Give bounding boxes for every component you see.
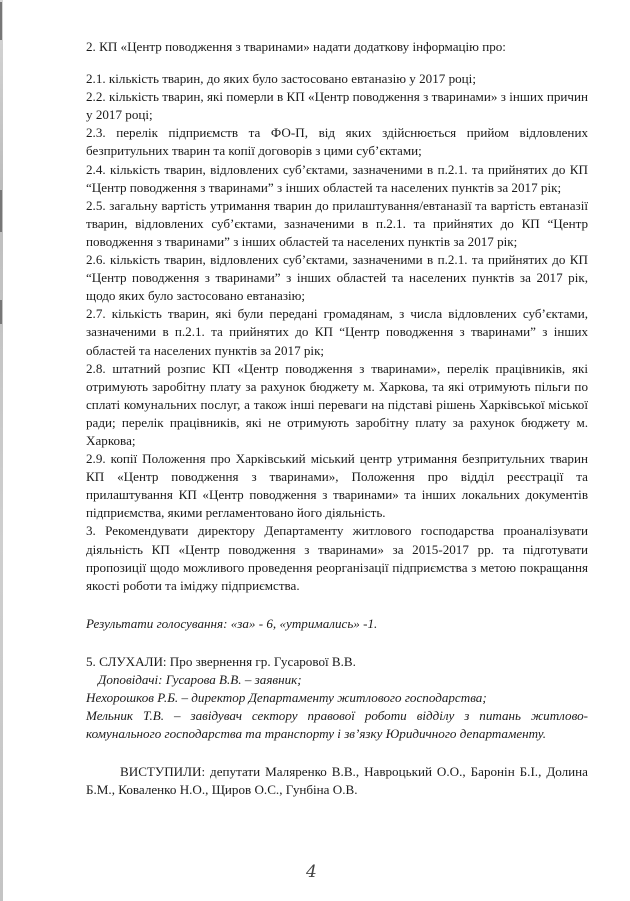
- scan-mark: [0, 2, 2, 40]
- item-3: 3. Рекомендувати директору Департаменту житлового господарства проаналізувати діяльність КП «Центр поводження з тваринами» за 2015-2017 рр. та підготувати пропозиції щодо можливого проведення реорганізації підприємства з метою покращання якості роботи та іміджу підприємства.: [86, 523, 588, 593]
- subitem-2-8: 2.8. штатний розпис КП «Центр поводження з тваринами», перелік працівників, які отримують заробітну плату за рахунок бюджету м. Харкова, та які отримують пільги по сплаті комунальних послуг, а також інші переваги на підставі рішень Харківської міської ради; перелік працівників, які не отримують заробітну плату за рахунок бюджету м. Харкова;: [86, 360, 588, 448]
- subitem-2-2: 2.2. кількість тварин, які померли в КП «Центр поводження з тваринами» з інших причин у 2017 році;: [86, 89, 588, 123]
- vote-result: Результати голосування: «за» - 6, «утримались» -1.: [86, 615, 378, 631]
- subitem-2-4: 2.4. кількість тварин, відловлених суб’єктами, зазначеними в п.2.1. та прийнятих до КП “Центр поводження з тваринами” з інших областей та населених пунктів за 2017 рік;: [86, 161, 588, 195]
- speakers-line: Доповідачі: Гусарова В.В. – заявник;: [98, 672, 302, 687]
- scan-mark: [0, 300, 2, 324]
- scan-mark: [0, 190, 2, 232]
- document-page: [86, 38, 588, 800]
- subitem-2-3: 2.3. перелік підприємств та ФО-П, від яких здійснюється прийом відловлених безпритульних тварин та копії договорів з цими суб’єктами;: [86, 125, 588, 159]
- spoke-deputies: ВИСТУПИЛИ: депутати Маляренко В.В., Навроцький О.О., Баронін Б.І., Долина Б.М., Коваленко Н.О., Щиров О.С., Гунбіна О.В.: [86, 764, 588, 798]
- speaker-nekhoroshkov: Нехорошков Р.Б. – директор Департаменту житлового господарства;: [86, 690, 487, 706]
- page-number: 4: [306, 862, 317, 882]
- heard-item-5: 5. СЛУХАЛИ: Про звернення гр. Гусарової В.В.: [86, 653, 356, 669]
- scan-edge: [0, 0, 3, 901]
- subitem-2-5: 2.5. загальну вартість утримання тварин до прилаштування/евтаназії та вартість евтаназії тварин, відловлених суб’єктами, зазначеними в п.2.1. та прийнятих до КП “Центр поводження з тваринами” з інших областей та населених пунктів за 2017 рік;: [86, 197, 588, 249]
- item-2-header: 2. КП «Центр поводження з тваринами» надати додаткову інформацію про:: [86, 39, 506, 54]
- speaker-melnyk: Мельник Т.В. – завідувач сектору правової роботи відділу з питань житлово-комунального господарства та транспорту і зв’язку Юридичного департаменту.: [86, 708, 588, 742]
- subitem-2-6: 2.6. кількість тварин, відловлених суб’єктами, зазначеними в п.2.1. та прийнятих до КП “Центр поводження з тваринами” з інших областей та населених пунктів за 2017 рік, щодо яких було застосовано евтаназію;: [86, 252, 588, 304]
- subitem-2-1: 2.1. кількість тварин, до яких було застосовано евтаназію у 2017 році;: [86, 71, 476, 87]
- subitem-2-7: 2.7. кількість тварин, які були передані громадянам, з числа відловлених суб’єктами, зазначеними в п.2.1. та прийнятих до КП “Центр поводження з тваринами” з інших областей та населених пунктів за 2017 рік;: [86, 306, 588, 358]
- subitem-2-9: 2.9. копії Положення про Харківський міський центр утримання безпритульних тварин КП «Центр поводження з тваринами», Положення про відділ реєстрації та прилаштування КП «Центр поводження з тваринами» та інших локальних документів підприємства, якими регламентовано його діяльність.: [86, 451, 588, 521]
